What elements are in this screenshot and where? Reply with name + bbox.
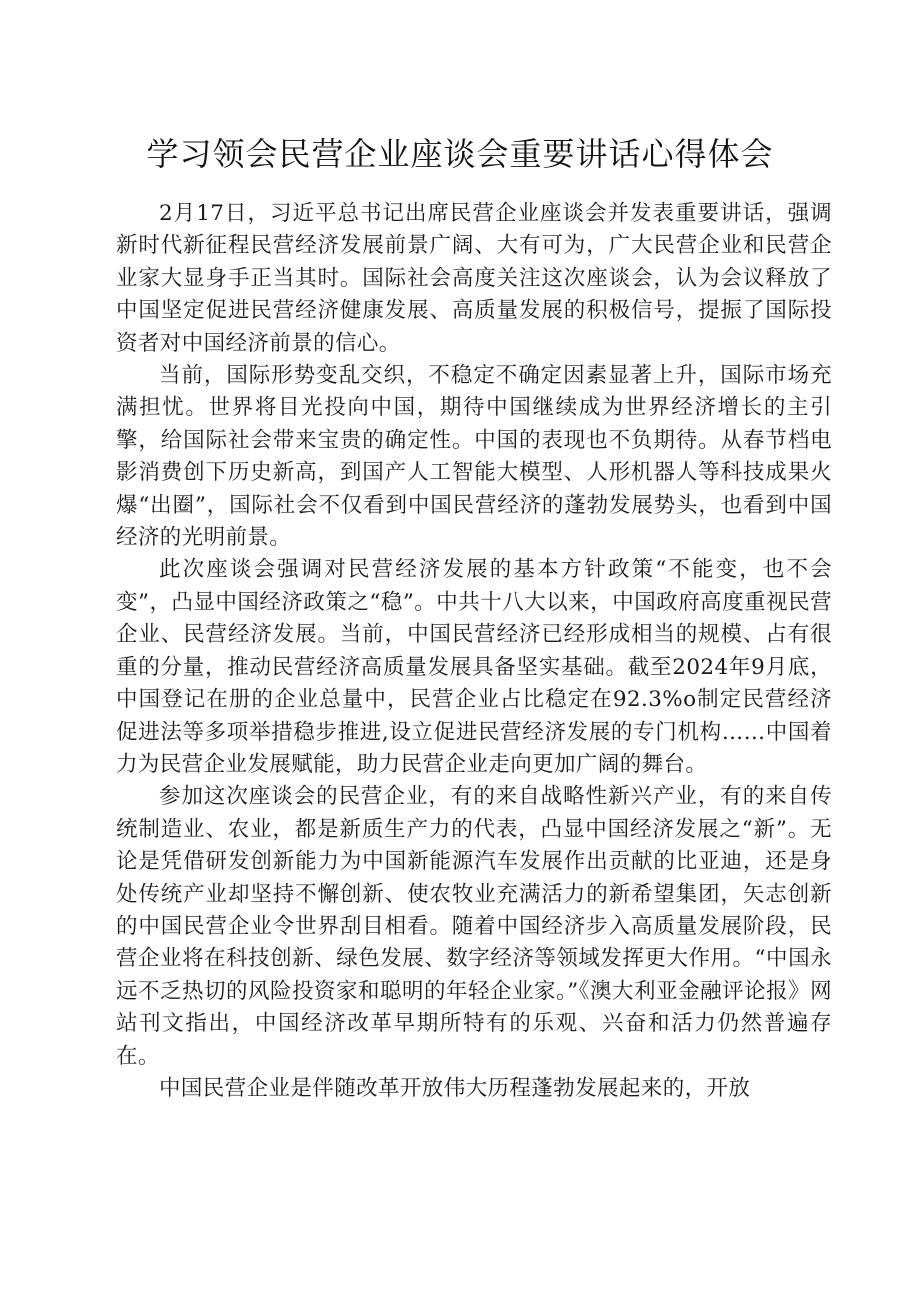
paragraph-4: 参加这次座谈会的民营企业，有的来自战略性新兴产业，有的来自传统制造业、农业，都是新质生产力的代表，凸显中国经济发展之“新”。无论是凭借研发创新能力为中国新能源汽车发展作出贡献的比亚迪，还是身处传统产业却坚持不懈创新、使农牧业充满活力的新希望集团，矢志创新的中国民营企业令世界刮目相看。随着中国经济步入高质量发展阶段，民营企业将在科技创新、绿色发展、数字经济等领域发挥更大作用。“中国永远不乏热切的风险投资家和聪明的年轻企业家。”《澳大利亚金融评论报》网站刊文指出，中国经济改革早期所特有的乐观、兴奋和活力仍然普遍存在。 [116,784,832,1069]
paragraph-5: 中国民营企业是伴随改革开放伟大历程蓬勃发展起来的，开放 [159,1075,751,1101]
document-body [116,198,832,1105]
document-title: 学习领会民营企业座谈会重要讲话心得体会 [146,135,774,173]
paragraph-2: 当前，国际形势变乱交织，不稳定不确定因素显著上升，国际市场充满担忧。世界将目光投向中国，期待中国继续成为世界经济增长的主引擎，给国际社会带来宝贵的确定性。中国的表现也不负期待。从春节档电影消费创下历史新高，到国产人工智能大模型、人形机器人等科技成果火爆“出圈”，国际社会不仅看到中国民营经济的蓬勃发展势头，也看到中国经济的光明前景。 [116,363,832,551]
paragraph-3: 此次座谈会强调对民营经济发展的基本方针政策“不能变，也不会变”，凸显中国经济政策之“稳”。中共十八大以来，中国政府高度重视民营企业、民营经济发展。当前，中国民营经济已经形成相当的规模、占有很重的分量，推动民营经济高质量发展具备坚实基础。截至2024年9月底，中国登记在册的企业总量中，民营企业占比稳定在92.3%o制定民营经济促进法等多项举措稳步推进,设立促进民营经济发展的专门机构……中国着力为民营企业发展赋能，助力民营企业走向更加广阔的舞台。 [116,557,832,777]
paragraph-1: 2月17日，习近平总书记出席民营企业座谈会并发表重要讲话，强调新时代新征程民营经济发展前景广阔、大有可为，广大民营企业和民营企业家大显身手正当其时。国际社会高度关注这次座谈会，认为会议释放了中国坚定促进民营经济健康发展、高质量发展的积极信号，提振了国际投资者对中国经济前景的信心。 [116,201,832,356]
